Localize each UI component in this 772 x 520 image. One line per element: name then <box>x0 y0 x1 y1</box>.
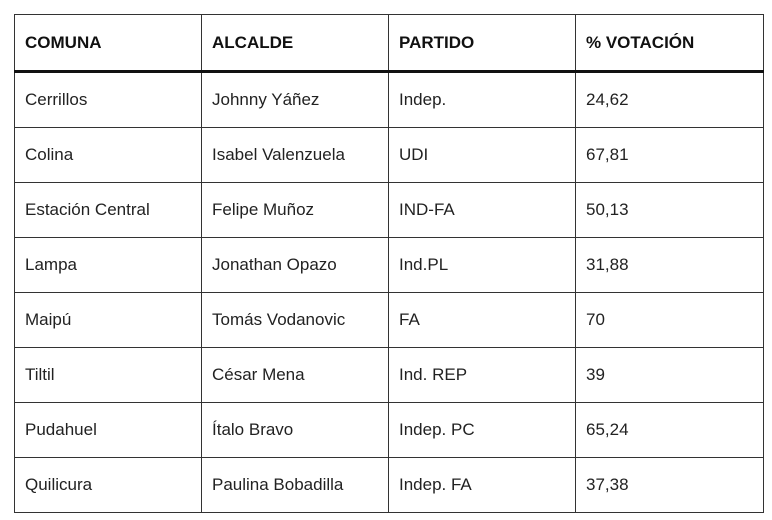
cell-alcalde: Jonathan Opazo <box>202 238 389 293</box>
header-comuna: COMUNA <box>15 15 202 72</box>
cell-alcalde: César Mena <box>202 348 389 403</box>
cell-alcalde: Paulina Bobadilla <box>202 458 389 513</box>
cell-votacion: 31,88 <box>576 238 764 293</box>
cell-alcalde: Felipe Muñoz <box>202 183 389 238</box>
cell-comuna: Quilicura <box>15 458 202 513</box>
table-row <box>15 348 764 403</box>
table-row <box>15 72 764 128</box>
cell-comuna: Estación Central <box>15 183 202 238</box>
cell-partido: Indep. PC <box>389 403 576 458</box>
cell-partido: IND-FA <box>389 183 576 238</box>
results-table-container <box>14 14 763 513</box>
cell-partido: UDI <box>389 128 576 183</box>
header-partido: PARTIDO <box>389 15 576 72</box>
table-row <box>15 183 764 238</box>
header-votacion: % VOTACIÓN <box>576 15 764 72</box>
cell-partido: Indep. <box>389 72 576 128</box>
cell-comuna: Colina <box>15 128 202 183</box>
cell-comuna: Tiltil <box>15 348 202 403</box>
table-row <box>15 458 764 513</box>
cell-votacion: 24,62 <box>576 72 764 128</box>
mayor-results-table <box>14 14 764 513</box>
table-row <box>15 403 764 458</box>
cell-partido: Indep. FA <box>389 458 576 513</box>
cell-alcalde: Tomás Vodanovic <box>202 293 389 348</box>
cell-votacion: 67,81 <box>576 128 764 183</box>
cell-votacion: 37,38 <box>576 458 764 513</box>
cell-votacion: 70 <box>576 293 764 348</box>
cell-partido: Ind. REP <box>389 348 576 403</box>
cell-partido: Ind.PL <box>389 238 576 293</box>
table-row <box>15 238 764 293</box>
cell-comuna: Pudahuel <box>15 403 202 458</box>
header-alcalde: ALCALDE <box>202 15 389 72</box>
cell-alcalde: Isabel Valenzuela <box>202 128 389 183</box>
table-body <box>15 72 764 513</box>
cell-votacion: 50,13 <box>576 183 764 238</box>
cell-partido: FA <box>389 293 576 348</box>
cell-alcalde: Ítalo Bravo <box>202 403 389 458</box>
cell-votacion: 39 <box>576 348 764 403</box>
table-row <box>15 128 764 183</box>
header-row <box>15 15 764 72</box>
cell-votacion: 65,24 <box>576 403 764 458</box>
cell-comuna: Maipú <box>15 293 202 348</box>
table-row <box>15 293 764 348</box>
cell-comuna: Cerrillos <box>15 72 202 128</box>
cell-comuna: Lampa <box>15 238 202 293</box>
cell-alcalde: Johnny Yáñez <box>202 72 389 128</box>
table-header <box>15 15 764 72</box>
